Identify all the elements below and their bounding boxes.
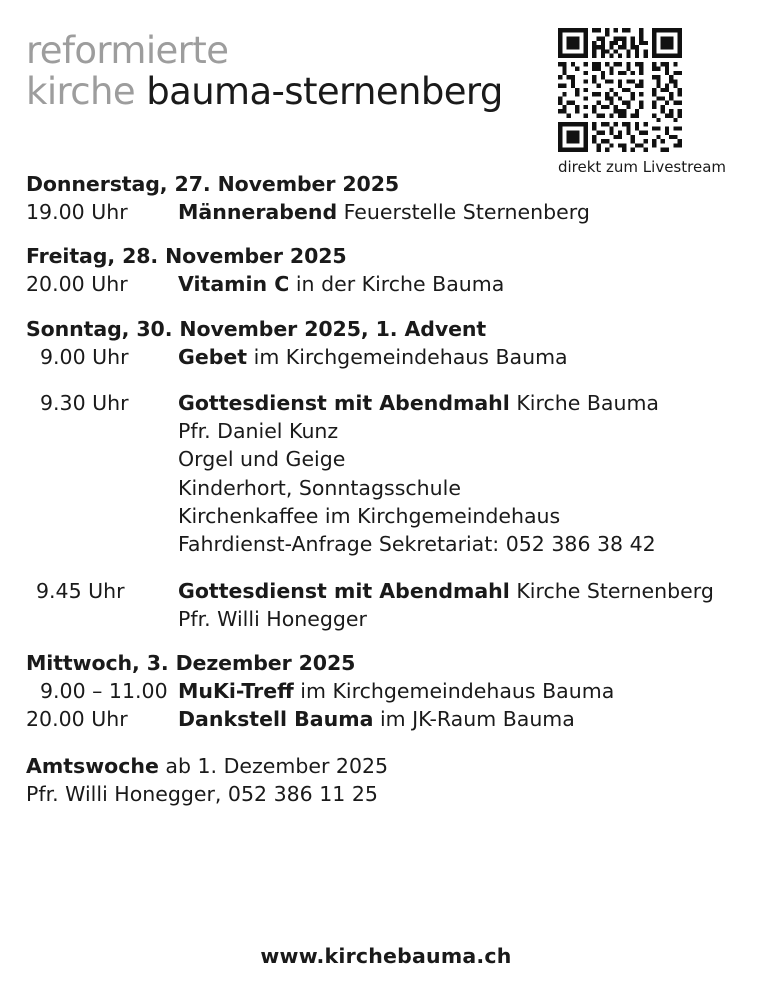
entry-location: Feuerstelle Sternenberg [337, 200, 590, 224]
spacer [26, 559, 746, 577]
entry-location: im Kirchgemeindehaus Bauma [293, 679, 615, 704]
amtswoche-contact: Pfr. Willi Honegger, 052 386 11 25 [26, 781, 378, 806]
entry-title: Männerabend [178, 200, 338, 224]
agenda-entry [26, 198, 746, 226]
entry-time: 20.00 Uhr [26, 707, 128, 732]
entry-subline: Pfr. Daniel Kunz [178, 419, 339, 444]
agenda-date: Donnerstag, 27. November 2025 [26, 172, 400, 196]
entry-subline: Fahrdienst-Anfrage Sekretariat: 052 386 38 42 [178, 532, 656, 557]
website-link[interactable]: www.kirchebauma.ch [260, 944, 512, 968]
entry-title: Gottesdienst mit Abendmahl [178, 578, 510, 603]
agenda-date: Freitag, 28. November 2025 [26, 244, 347, 269]
logo [26, 30, 503, 113]
logo-line-1: reformierte [26, 29, 229, 72]
entry-title: Vitamin C [178, 272, 290, 297]
amtswoche-title: Amtswoche [26, 753, 159, 778]
entry-time: 20.00 Uhr [26, 272, 128, 297]
entry-description [178, 198, 746, 226]
entry-title: Gebet [178, 344, 248, 369]
agenda-block [26, 317, 746, 634]
spacer [26, 371, 746, 389]
agenda-entry [26, 705, 746, 733]
entry-description [178, 343, 746, 371]
entry-description [178, 705, 746, 733]
entry-time: 9.00 – 11.00 [40, 679, 168, 704]
entry-time: 9.30 Uhr [40, 390, 129, 415]
amtswoche-period: ab 1. Dezember 2025 [158, 753, 389, 778]
entry-title: MuKi-Treff [178, 679, 294, 704]
entry-location: im JK-Raum Bauma [373, 707, 575, 732]
amtswoche-line1 [26, 752, 746, 780]
header [26, 26, 746, 176]
agenda-block [26, 651, 746, 734]
entry-description [178, 389, 746, 417]
entry-subline: Pfr. Willi Honegger [178, 606, 367, 631]
agenda-entry [26, 389, 746, 417]
entry-subline: Orgel und Geige [178, 447, 346, 472]
agenda-entry [26, 677, 746, 705]
agenda-list [26, 172, 746, 808]
agenda-date: Sonntag, 30. November 2025, 1. Advent [26, 316, 487, 341]
logo-word-kirche: kirche [26, 70, 147, 114]
agenda-entry [26, 343, 746, 371]
qr-code-icon[interactable] [558, 28, 682, 152]
entry-title: Dankstell Bauma [178, 707, 374, 732]
entry-subline: Kinderhort, Sonntagsschule [178, 475, 461, 500]
entry-time: 9.00 Uhr [40, 344, 129, 369]
agenda-entry [26, 577, 746, 605]
entry-subline: Kirchenkaffee im Kirchgemeindehaus [178, 503, 561, 528]
entry-time: 19.00 Uhr [26, 200, 128, 224]
entry-description [178, 270, 746, 298]
entry-location: Kirche Sternenberg [509, 578, 714, 603]
agenda-date: Mittwoch, 3. Dezember 2025 [26, 651, 356, 676]
amtswoche-block [26, 752, 746, 809]
entry-time: 9.45 Uhr [36, 578, 125, 603]
entry-location: im Kirchgemeindehaus Bauma [247, 344, 568, 369]
entry-description [178, 677, 746, 705]
agenda-block [26, 244, 746, 298]
agenda-block [26, 172, 746, 226]
logo-word-bauma-sternenberg: bauma-sternenberg [146, 70, 503, 114]
qr-livestream[interactable] [558, 28, 726, 176]
logo-line-2 [26, 71, 503, 112]
agenda-entry [26, 270, 746, 298]
entry-location: Kirche Bauma [509, 390, 659, 415]
entry-description [178, 577, 746, 605]
entry-title: Gottesdienst mit Abendmahl [178, 390, 510, 415]
entry-location: in der Kirche Bauma [289, 272, 505, 297]
qr-caption: direkt zum Livestream [557, 158, 726, 176]
